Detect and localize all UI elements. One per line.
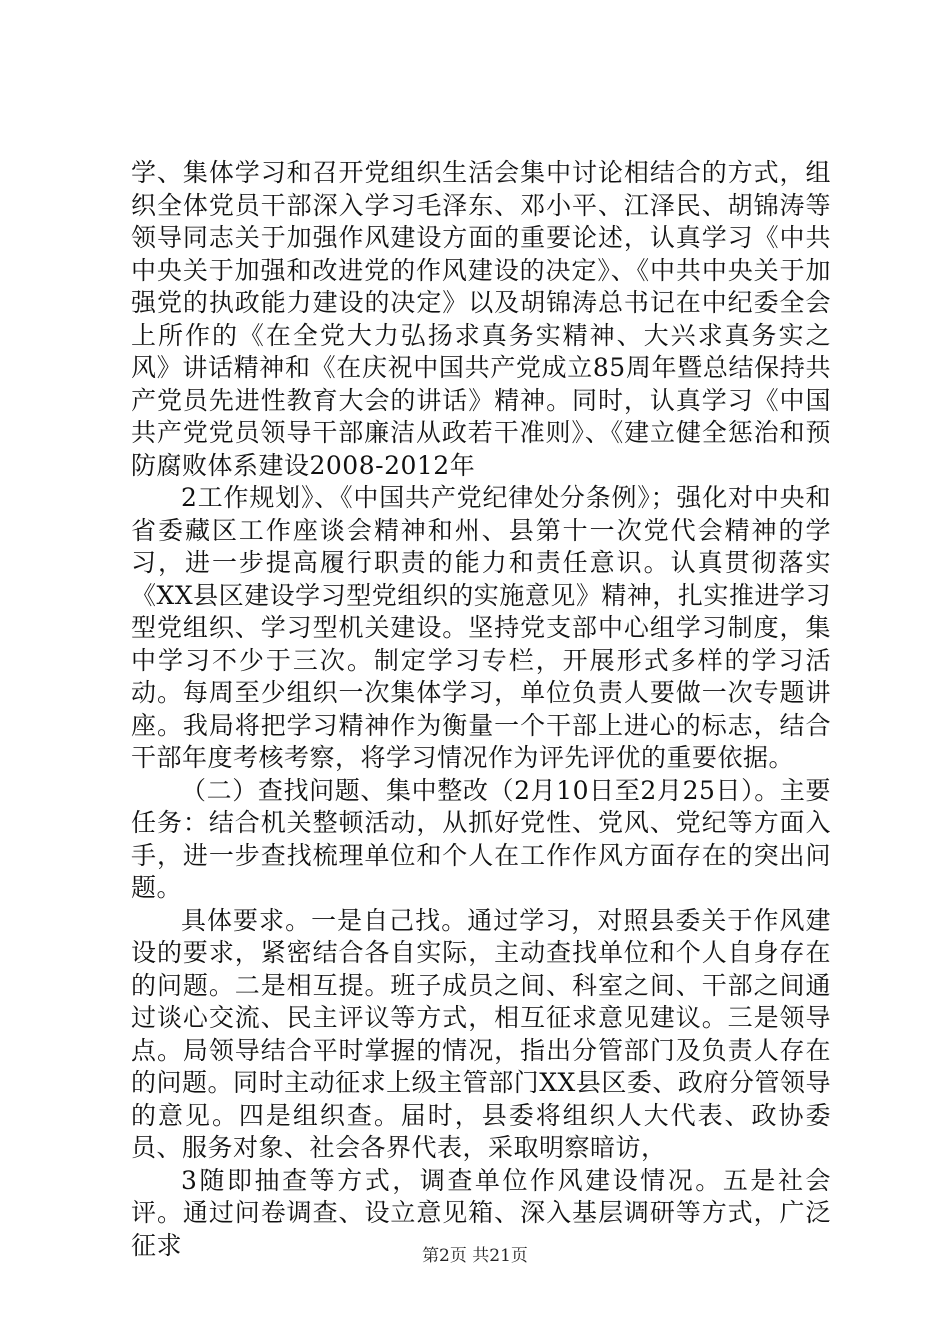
paragraph-1: 学、集体学习和召开党组织生活会集中讨论相结合的方式，组织全体党员干部深入学习毛泽东、邓小平、江泽民、胡锦涛等领导同志关于加强作风建设方面的重要论述，认真学习《中共中央关于加强和改进党的作风建设的决定》、《中共中央关于加强党的执政能力建设的决定》以及胡锦涛总书记在中纪委全会上所作的《在全党大力弘扬求真务实精神、大兴求真务实之风》讲话精神和《在庆祝中国共产党成立85周年暨总结保持共产党员先进性教育大会的讲话》精神。同时，认真学习《中国共产党党员领导干部廉洁从政若干准则》、《建立健全惩治和预防腐败体系建设2008-2012年 bbox=[131, 158, 831, 480]
document-body bbox=[131, 157, 831, 1262]
page-footer: 第2页 共21页 bbox=[422, 1246, 528, 1266]
paragraph-4: 具体要求。一是自己找。通过学习，对照县委关于作风建设的要求，紧密结合各自实际，主动查找单位和个人自身存在的问题。二是相互提。班子成员之间、科室之间、干部之间通过谈心交流、民主评议等方式，相互征求意见建议。三是领导点。局领导结合平时掌握的情况，指出分管部门及负责人存在的问题。同时主动征求上级主管部门XX县区委、政府分管领导的意见。四是组织查。届时，县委将组织人大代表、政协委员、服务对象、社会各界代表，采取明察暗访， bbox=[131, 905, 831, 1162]
paragraph-5: 3随即抽查等方式，调查单位作风建设情况。五是社会评。通过问卷调查、设立意见箱、深入基层调研等方式，广泛征求 bbox=[131, 1165, 831, 1260]
paragraph-2: 2工作规划》、《中国共产党纪律处分条例》；强化对中央和省委藏区工作座谈会精神和州、县第十一次党代会精神的学习，进一步提高履行职责的能力和责任意识。认真贯彻落实《XX县区建设学习型党组织的实施意见》精神，扎实推进学习型党组织、学习型机关建设。坚持党支部中心组学习制度，集中学习不少于三次。制定学习专栏，开展形式多样的学习活动。每周至少组织一次集体学习，单位负责人要做一次专题讲座。我局将把学习精神作为衡量一个干部上进心的标志，结合干部年度考核考察，将学习情况作为评先评优的重要依据。 bbox=[131, 483, 831, 772]
paragraph-3: （二）查找问题、集中整改（2月10日至2月25日）。主要任务：结合机关整顿活动，从抓好党性、党风、党纪等方面入手，进一步查找梳理单位和个人在工作作风方面存在的突出问题。 bbox=[131, 775, 831, 902]
